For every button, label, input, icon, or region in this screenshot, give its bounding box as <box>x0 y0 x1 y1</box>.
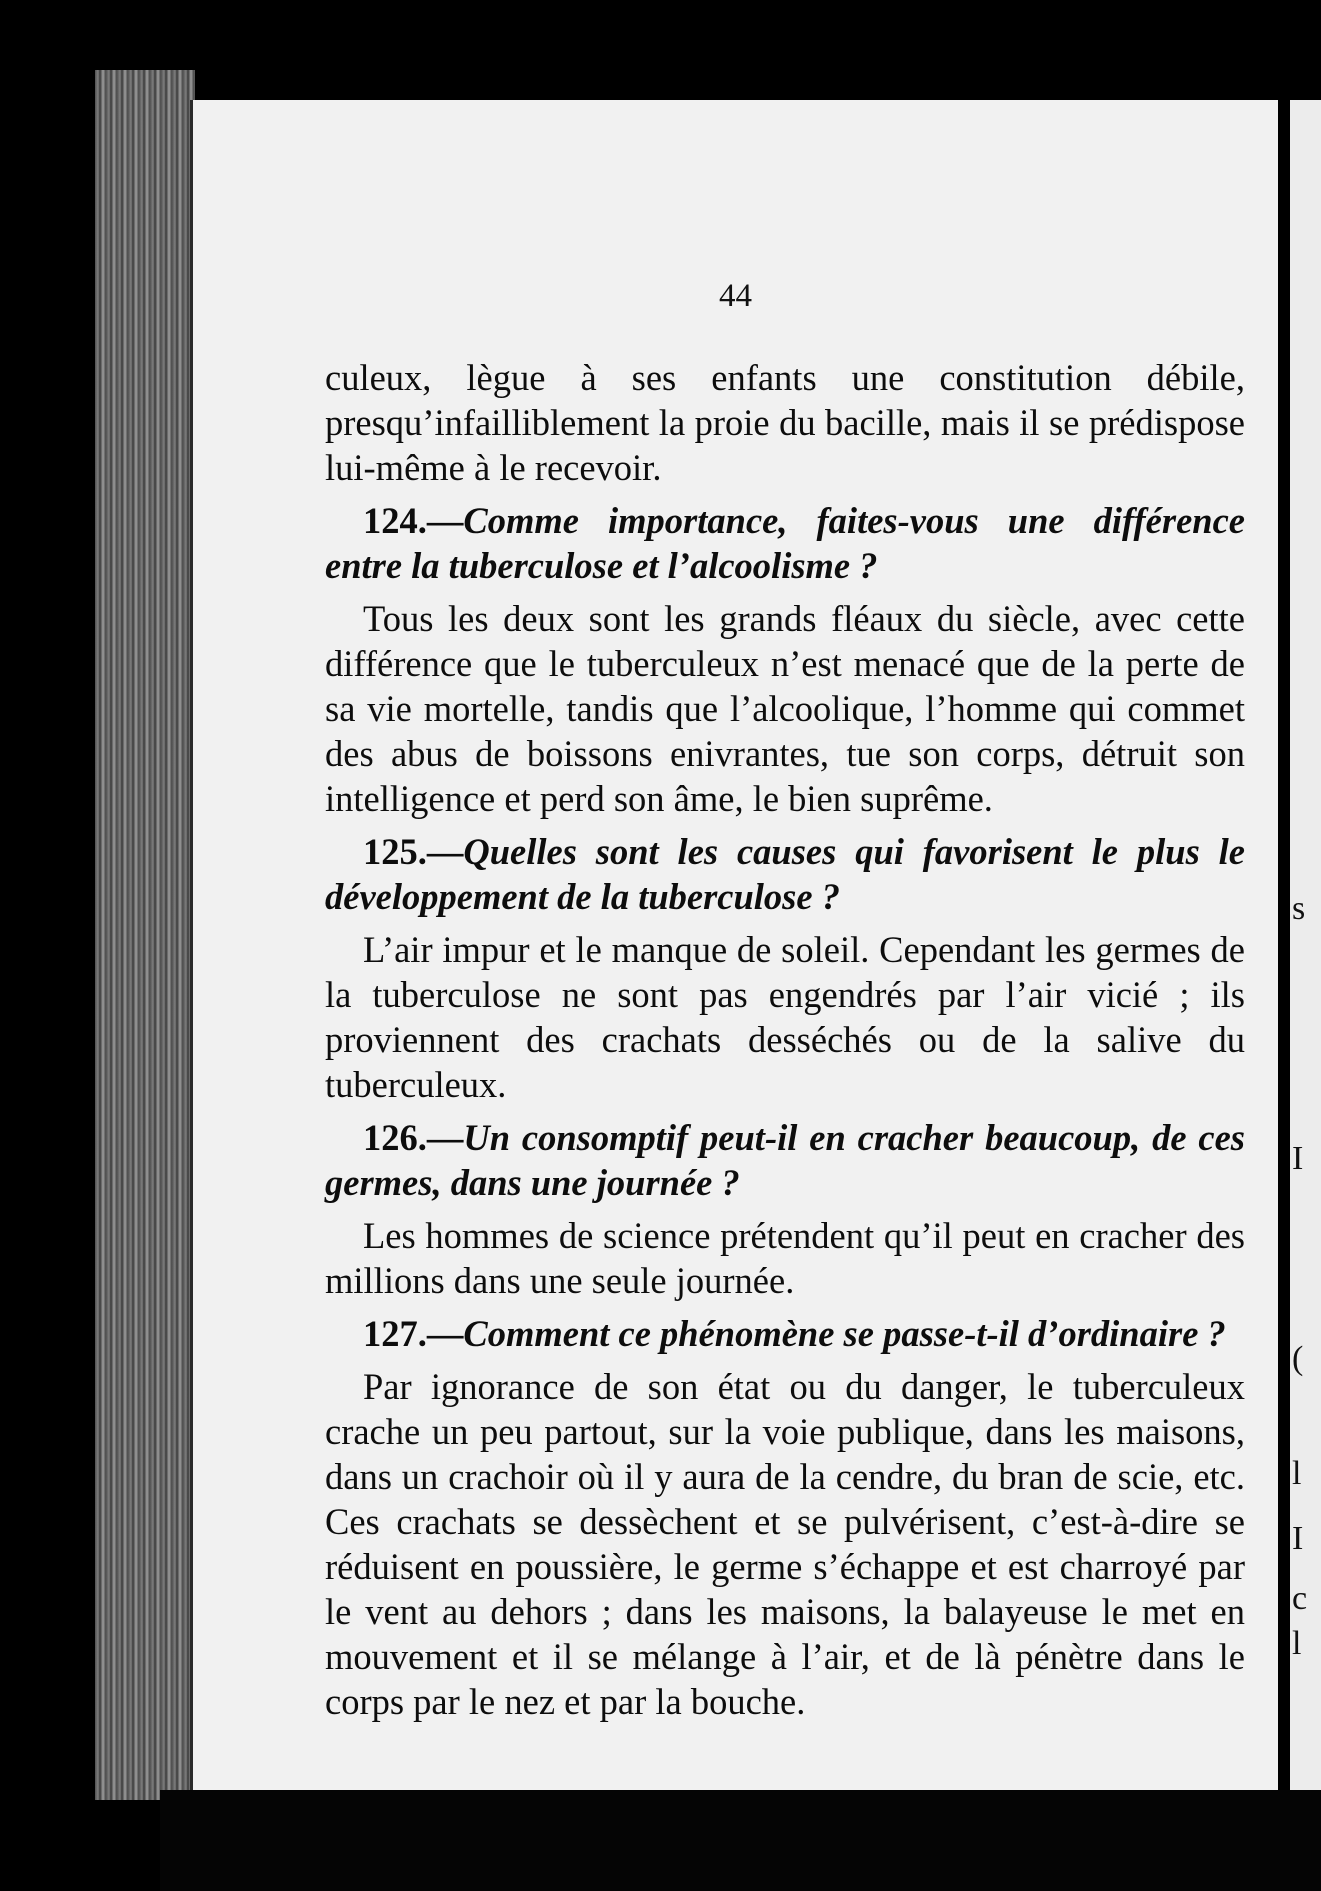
question-text: Un consomptif peut-il en cracher beaucoup, de ces germes, dans une journée ? <box>325 1117 1245 1203</box>
facing-page-fragment: l <box>1292 1625 1302 1662</box>
question-number: 127.— <box>363 1313 464 1354</box>
facing-page-fragment: I <box>1292 1520 1304 1557</box>
answer-124: Tous les deux sont les grands fléaux du siècle, avec cette différence que le tuberculeux n’est menacé que de la perte de sa vie mortelle, tandis que l’alcoolique, l’homme qui commet des abus de boissons enivrantes, tue son corps, détruit son intelligence et perd son âme, le bien suprême. <box>325 598 1245 819</box>
book-page <box>190 100 1278 1790</box>
facing-page-edge <box>1290 100 1321 1790</box>
page-number: 44 <box>719 278 752 314</box>
question-text: Comme importance, faites-vous une différence entre la tuberculose et l’alcoolisme ? <box>325 500 1245 586</box>
question-124 <box>325 498 1245 588</box>
page-text <box>325 355 1245 1732</box>
question-number: 125.— <box>363 831 464 872</box>
facing-page-fragment: I <box>1292 1140 1304 1177</box>
scan-bottom-edge <box>160 1790 1321 1891</box>
question-text: Quelles sont les causes qui favorisent le plus le développement de la tuberculose ? <box>325 831 1245 917</box>
answer-125: L’air impur et le manque de soleil. Cependant les germes de la tuberculose ne sont pas engendrés par l’air vicié ; ils proviennent des crachats desséchés ou de la salive du tuberculeux. <box>325 929 1245 1105</box>
facing-page-fragment: ( <box>1292 1340 1304 1377</box>
question-127 <box>325 1311 1245 1356</box>
question-number: 124.— <box>363 500 464 541</box>
question-text: Comment ce phénomène se passe-t-il d’ordinaire ? <box>463 1313 1226 1354</box>
question-125 <box>325 829 1245 919</box>
facing-page-fragment: c <box>1292 1580 1308 1617</box>
answer-127: Par ignorance de son état ou du danger, le tuberculeux crache un peu partout, sur la voie publique, dans les maisons, dans un crachoir où il y aura de la cendre, du bran de scie, etc. Ces crachats se dessèchent et se pulvérisent, c’est-à-dire se réduisent en poussière, le germe s’échappe et est charroyé par le vent au dehors ; dans les maisons, la balayeuse le met en mouvement et il se mélange à l’air, et de là pénètre dans le corps par le nez et par la bouche. <box>325 1366 1245 1722</box>
book-spine <box>95 70 195 1800</box>
question-number: 126.— <box>363 1117 464 1158</box>
paragraph: culeux, lègue à ses enfants une constitution débile, presqu’infailliblement la proie du bacille, mais il se prédispose lui-même à le recevoir. <box>325 357 1245 488</box>
question-126 <box>325 1115 1245 1205</box>
answer-126: Les hommes de science prétendent qu’il peut en cracher des millions dans une seule journée. <box>325 1215 1245 1301</box>
facing-page-fragment: s <box>1292 890 1306 927</box>
facing-page-fragment: l <box>1292 1455 1302 1492</box>
